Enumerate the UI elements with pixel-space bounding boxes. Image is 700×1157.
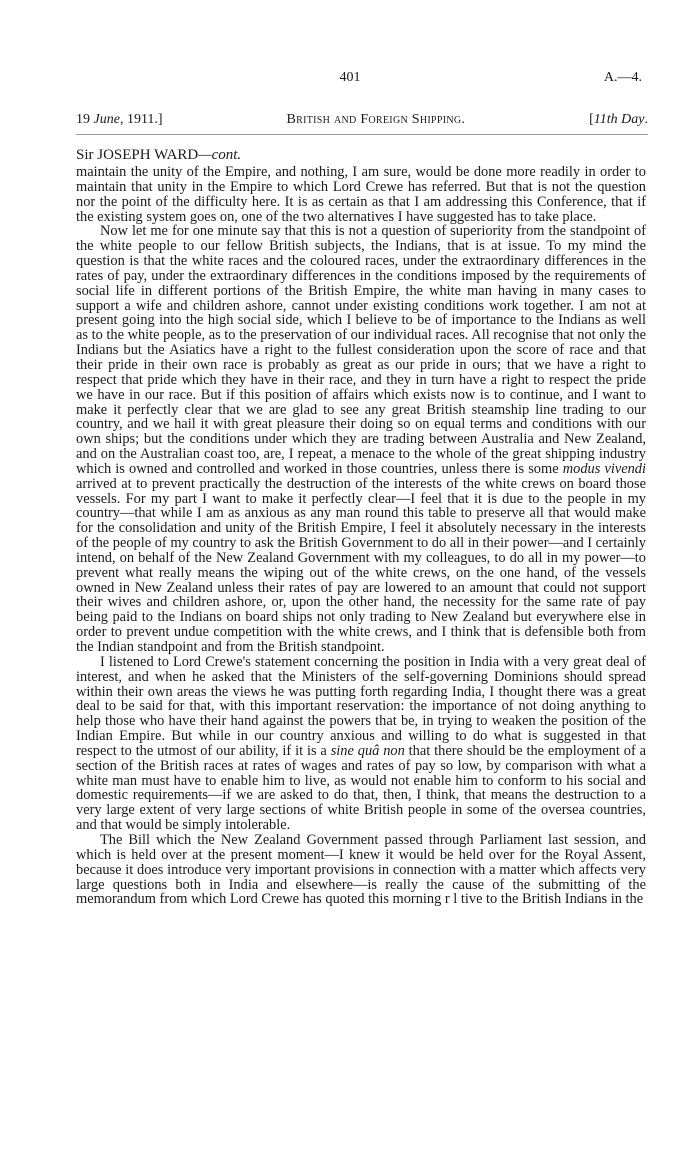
- body-text: [76, 147, 646, 907]
- paragraph-4: The Bill which the New Zealand Government passed through Parliament last session, and which is held over at the present moment—I knew it would be held over for the Royal Assent, because it does introduce very important provisions in connection with a matter which affects very large questions both in India and elsewhere—is really the cause of the submitting of the memorandum from which Lord Crewe has quoted this morning r⁠ l tive to the British Indians in the: [76, 831, 646, 908]
- header-day: [11th Day.: [589, 112, 648, 127]
- paragraph-1: maintain the unity of the Empire, and nothing, I am sure, would be done more readily in order to maintain that unity in the Empire to which Lord Crewe has referred. But that is not the question nor the point of the difficulty here. It is as certain as that I am addressing this Conference, that if the existing system goes on, one of the two alternatives I have suggested has to take place.: [76, 164, 646, 225]
- header-title: British and Foreign Shipping.: [286, 112, 466, 127]
- speaker-name: Sir JOSEPH WARD: [76, 147, 199, 163]
- document-id: A.—4.: [603, 70, 642, 85]
- header-date: 19 June, 1911.]: [76, 112, 163, 127]
- running-header: [76, 112, 648, 128]
- page-number: 401: [339, 70, 361, 85]
- paragraph-2: Now let me for one minute say that this is not a question of superiority from the standpoint of the white people to our fellow British subjects, the Indians, that is at issue. To my mind the question is that the white races and the coloured races, under the extraordinary differences in the rates of pay, under the extraordinary differences in the conditions imposed by the requirements of social life in different portions of the British Empire, the white man having in many cases to support a wife and children ashore, cannot under existing conditions work together. I am not at present going into the high social side, which I believe to be of importance to the Indians as well as to the white people, as to the preservation of our individual races. All recognise that not only the Indians but the Asiatics have a right to the fullest consideration upon the score of race and that their pride in their own race is probably as great as our pride in ours; that we have a right to respect that pride which they have in their race, and they in turn have a right to respect the pride we have in our race. But if this position of affairs which exists now is to continue, and I want to make it perfectly clear that we are glad to see any great British steamship line trading to our country, and we hail it with great pleasure their doing so on equal terms and conditions with our own ships; but the conditions under which they are trading between Australia and New Zealand, and on the Australian coast too, are, I repeat, a menace to the whole of the great shipping industry which is owned and controlled and worked in those countries, unless there is some modus vivendi arrived at to prevent practically the destruction of the interests of the white crews on board those vessels. For my part I want to make it perfectly clear—I feel that it is due to the people in my country—that while I am as anxious as any man round this table to preserve all that would make for the consolidation and unity of the British Empire, I feel it absolutely necessary in the interests of the people of my country to ask the British Government to do all in their power—and I certainly intend, on behalf of the New Zealand Government with my colleagues, to do all in my power—to prevent what really means the wiping out of the white crews, on the one hand, of the vessels owned in New Zealand unless their rates of pay are lowered to an amount that could not support their wives and children ashore, or, upon the other hand, the necessity for the same rate of pay being paid to the Indians on board ships not only trading to New Zealand but everywhere else in order to prevent undue competition with the white crews, and I think that is defensible both from the Indian standpoint and from the British standpoint.: [76, 223, 646, 655]
- header-rule: [76, 134, 648, 135]
- speaker-heading: [76, 147, 646, 163]
- paragraph-3: I listened to Lord Crewe's statement concerning the position in India with a very great deal of interest, and when he asked that the Ministers of the self-governing Dominions should spread within their own areas the views he was putting forth regarding India, I thought there was a great deal to be said for that, with this important reservation: the importance of not doing anything to help those who have their hand against the powers that be, in trying to weaken the position of the Indian Empire. But while in our country anxious and willing to do what is suggested in that respect to the utmost of our ability, if it is a sine quâ non that there should be the employment of a section of the British races at rates of wages and rates of pay so low, by comparison with what a white man must have to enable him to live, as would not enable him to conform to his social and domestic requirements—if we are asked to do that, then, I think, that means the destruction to a very large extent of very large sections of white British people in some of the oversea countries, and that would be simply intolerable.: [76, 653, 646, 834]
- speaker-cont: —cont.: [198, 147, 242, 163]
